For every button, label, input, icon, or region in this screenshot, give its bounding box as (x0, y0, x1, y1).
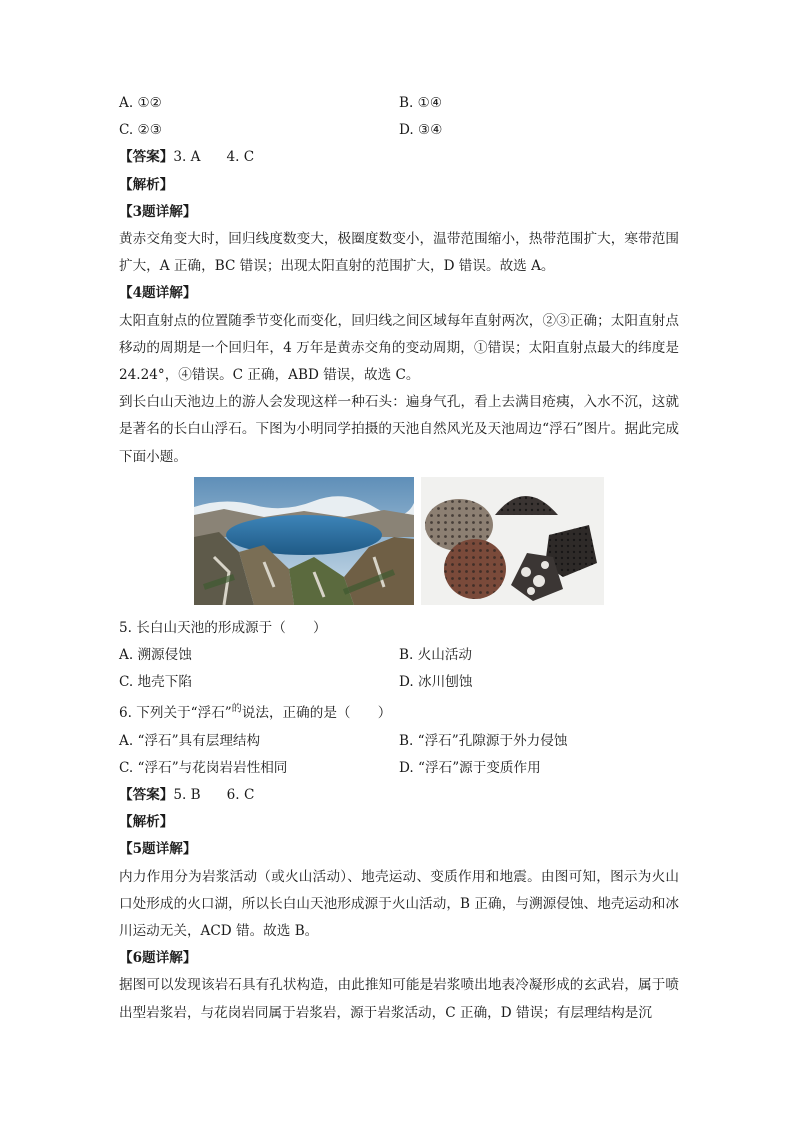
question-5-stem: 5. 长白山天池的形成源于（ ） (119, 619, 327, 636)
q5-option-b: B. 火山活动 (399, 647, 473, 664)
answer-6: 6. C (226, 787, 255, 804)
q5-options-row-2 (119, 669, 679, 696)
detail-5-heading: 【5题详解】 (119, 841, 197, 858)
q5-option-c: C. 地壳下陷 (119, 674, 192, 691)
question-6-stem (119, 700, 679, 727)
q6-option-a: A. “浮石”具有层理结构 (119, 732, 261, 749)
answer-line-2 (119, 782, 679, 809)
answer-5: 5. B (173, 787, 201, 804)
q6-options-row-1 (119, 728, 679, 755)
detail-3-heading: 【3题详解】 (119, 203, 197, 220)
figure-row (119, 477, 679, 605)
tianchi-lake-photo (194, 477, 414, 605)
detail-3-body: 黄赤交角变大时，回归线度数变大，极圈度数变小，温带范围缩小，热带范围扩大，寒带范围扩大，A 正确，BC 错误；出现太阳直射的范围扩大，D 错误。故选 A。 (119, 231, 679, 275)
prev-question-options-row-1 (119, 90, 679, 117)
analysis-heading-1: 【解析】 (119, 176, 174, 193)
document-page (119, 90, 679, 1027)
option-b: B. ①④ (399, 95, 443, 111)
option-d: D. ③④ (399, 122, 443, 139)
prev-question-options-row-2 (119, 117, 679, 144)
option-c: C. ②③ (119, 122, 162, 139)
answer-label-2: 【答案】 (119, 787, 174, 804)
q6-options-row-2 (119, 755, 679, 782)
q6-stem-part-a: 6. 下列关于“浮石” (119, 705, 232, 722)
option-a: A. ①② (119, 95, 162, 111)
q6-stem-superscript: 的 (231, 703, 242, 715)
answer-3: 3. A (173, 149, 201, 166)
q5-option-d: D. 冰川刨蚀 (399, 674, 473, 691)
q6-option-b: B. “浮石”孔隙源于外力侵蚀 (399, 732, 568, 749)
detail-5-body: 内力作用分为岩浆活动（或火山活动）、地壳运动、变质作用和地震。由图可知，图示为火山口处形成的火口湖，所以长白山天池形成源于火山活动，B 正确，与溯源侵蚀、地壳运动和冰川运动无关，ACD 错。故选 B。 (119, 868, 679, 940)
pumice-stones-photo (421, 477, 604, 605)
answer-label: 【答案】 (119, 149, 174, 166)
q6-option-c: C. “浮石”与花岗岩岩性相同 (119, 759, 288, 776)
q6-stem-part-b: 说法，正确的是（ ） (241, 705, 392, 722)
detail-4-body: 太阳直射点的位置随季节变化而变化，回归线之间区域每年直射两次，②③正确；太阳直射点移动的周期是一个回归年，4 万年是黄赤交角的变动周期，①错误；太阳直射点最大的纬度是 24.24°，④错误。C 正确，ABD 错误，故选 C。 (119, 312, 679, 384)
q5-options-row-1 (119, 642, 679, 669)
answer-line-1 (119, 144, 679, 171)
detail-6-body: 据图可以发现该岩石具有孔状构造，由此推知可能是岩浆喷出地表冷凝形成的玄武岩，属于喷出型岩浆岩，与花岗岩同属于岩浆岩，源于岩浆活动，C 正确，D 错误；有层理结构是沉 (119, 977, 679, 1021)
detail-6-heading: 【6题详解】 (119, 950, 197, 967)
answer-4: 4. C (226, 149, 255, 166)
q6-option-d: D. “浮石”源于变质作用 (399, 759, 541, 776)
q5-option-a: A. 溯源侵蚀 (119, 647, 192, 664)
passage-intro: 到长白山天池边上的游人会发现这样一种石头：遍身气孔，看上去满目疮痍，入水不沉，这就是著名的长白山浮石。下图为小明同学拍摄的天池自然风光及天池周边“浮石”图片。据此完成下面小题。 (119, 394, 679, 465)
analysis-heading-2: 【解析】 (119, 814, 174, 831)
detail-4-heading: 【4题详解】 (119, 285, 197, 302)
